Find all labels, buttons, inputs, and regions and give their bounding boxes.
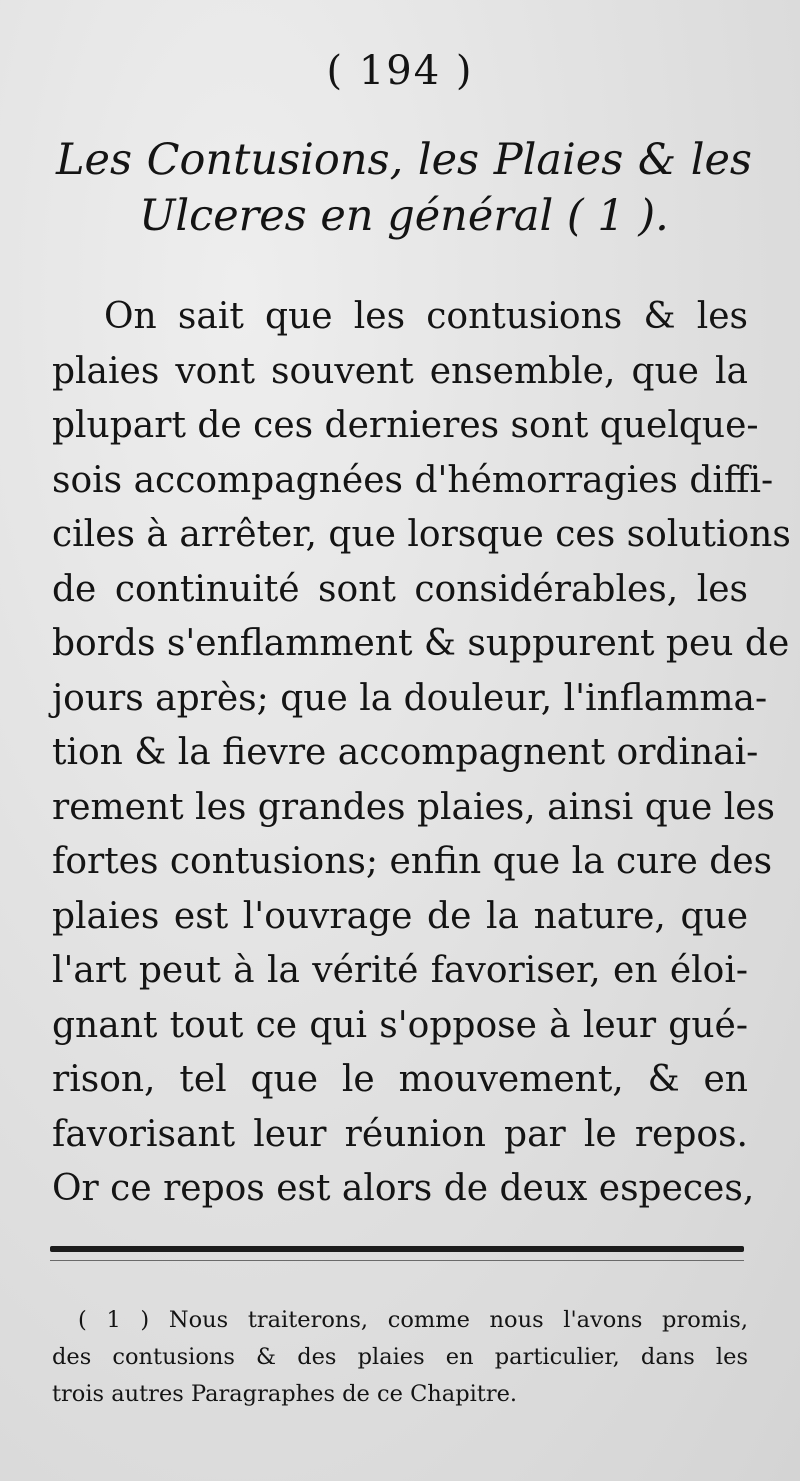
title-line: Ulceres en général ( 1 ). xyxy=(139,191,669,241)
body-line: gnant tout ce qui s'oppose à leur gué- xyxy=(52,1004,748,1046)
body-line: favorisant leur réunion par le repos. xyxy=(52,1113,748,1155)
footnote xyxy=(52,1302,748,1413)
body-line: sois accompagnées d'hémorragies diffi- xyxy=(52,459,774,501)
body-line: de continuité sont considérables, les xyxy=(52,568,748,610)
footnote-line: ( 1 ) Nous traiterons, comme nous l'avons promis, xyxy=(78,1307,748,1333)
body-text xyxy=(52,290,791,1217)
body-line: Or ce repos est alors de deux especes, xyxy=(52,1168,755,1209)
body-line: bords s'enflamment & suppurent peu de xyxy=(52,623,790,664)
footnote-rule-thin xyxy=(50,1260,744,1261)
body-line: ciles à arrêter, que lorsque ces solutions xyxy=(52,514,791,555)
footnote-line: trois autres Paragraphes de ce Chapitre. xyxy=(52,1381,518,1407)
footnote-rule xyxy=(50,1246,744,1252)
body-line: fortes contusions; enfin que la cure des xyxy=(52,841,773,882)
page-number: ( 194 ) xyxy=(326,48,474,94)
body-line: On sait que les contusions & les xyxy=(104,296,748,337)
body-line: l'art peut à la vérité favoriser, en éloi- xyxy=(52,950,748,991)
chapter-title xyxy=(56,132,752,244)
body-line: rement les grandes plaies, ainsi que les xyxy=(52,786,776,828)
title-line: Les Contusions, les Plaies & les xyxy=(56,135,752,185)
footnote-line: des contusions & des plaies en particulier, dans les xyxy=(52,1344,748,1370)
body-line: plaies est l'ouvrage de la nature, que xyxy=(52,895,748,937)
body-line: plaies vont souvent ensemble, que la xyxy=(52,350,748,392)
body-line: plupart de ces dernieres sont quelque- xyxy=(52,405,759,446)
body-line: jours après; que la douleur, l'inflamma- xyxy=(52,677,768,719)
body-line: tion & la fievre accompagnent ordinai- xyxy=(52,732,759,773)
body-line: rison, tel que le mouvement, & en xyxy=(52,1059,748,1100)
